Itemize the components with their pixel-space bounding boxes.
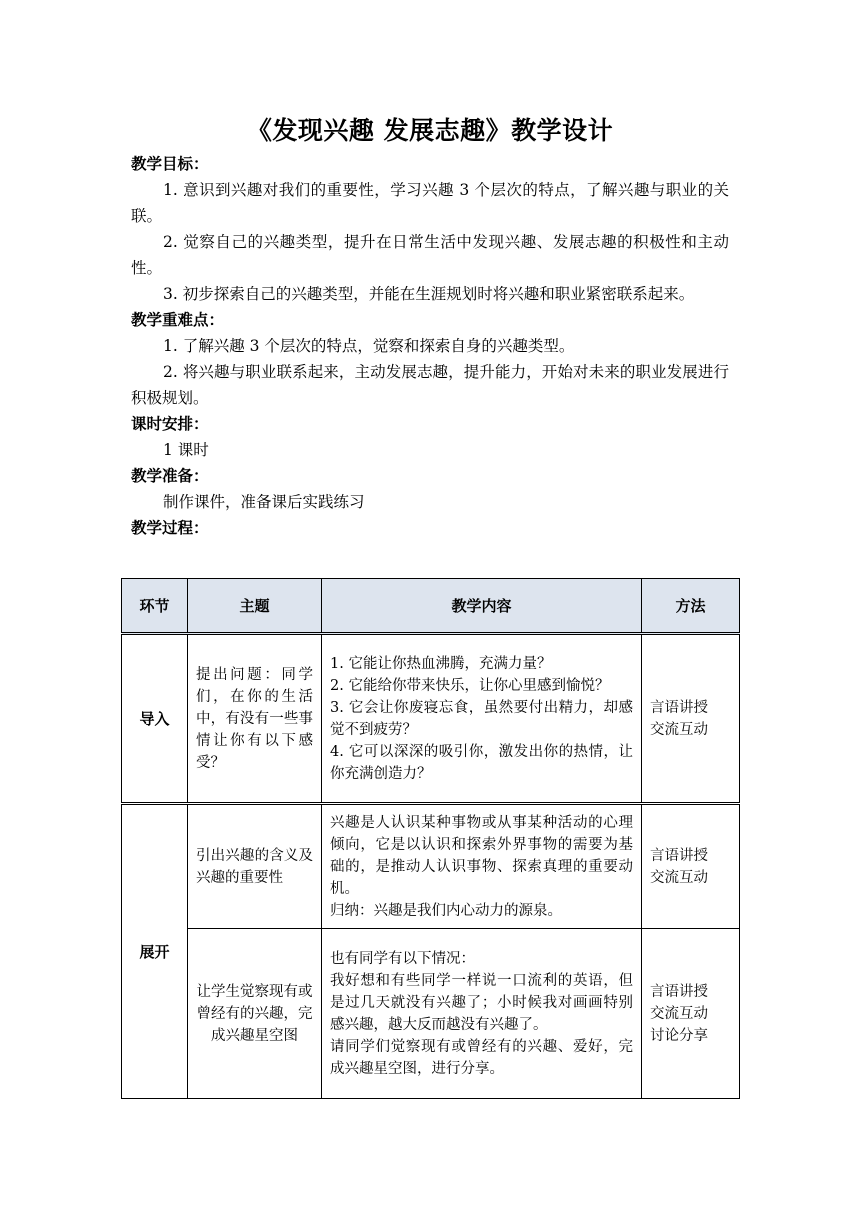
topic-cell: 引出兴趣的含义及兴趣的重要性 [188,804,322,929]
schedule-text: 1 课时 [163,441,209,459]
table-header-row [122,579,740,634]
stage-cell: 展开 [122,804,188,1099]
key-point-item: 1. 了解兴趣 3 个层次的特点，觉察和探索自身的兴趣类型。 [163,337,575,355]
content-line: 兴趣是人认识某种事物或从事某种活动的心理倾向，它是以认识和探索外界事物的需要为基础的，是推动人认识事物、探索真理的重要动机。 [330,814,633,897]
content-cell [322,929,642,1099]
content-line: 归纳：兴趣是我们内心动力的源泉。 [330,902,562,919]
table-row [122,634,740,804]
method-line: 交流互动 [650,1005,708,1022]
topic-cell: 提出问题：同学们，在你的生活中，有没有一些事情让你有以下感受？ [188,634,322,804]
content-cell [322,804,642,929]
header-topic: 主题 [188,579,322,634]
content-line: 也有同学有以下情况： [330,950,475,967]
objective-item: 2. 觉察自己的兴趣类型，提升在日常生活中发现兴趣、发展志趣的积极性和主动性。 [131,233,729,277]
document-title: 《发现兴趣 发展志趣》教学设计 [246,116,614,145]
objectives-heading: 教学目标： [131,155,209,173]
document-body [131,151,729,541]
header-stage: 环节 [122,579,188,634]
content-line: 1. 它能让你热血沸腾，充满力量？ [330,655,552,672]
method-line: 交流互动 [650,721,708,738]
objective-item: 3. 初步探索自己的兴趣类型，并能在生涯规划时将兴趣和职业紧密联系起来。 [163,285,695,303]
header-content: 教学内容 [322,579,642,634]
method-line: 交流互动 [650,869,708,886]
preparation-heading: 教学准备： [131,467,209,485]
header-method: 方法 [642,579,740,634]
method-line: 言语讲授 [650,699,708,716]
content-line: 3. 它会让你废寝忘食，虽然要付出精力，却感觉不到疲劳？ [330,699,633,738]
key-point-item: 2. 将兴趣与职业联系起来，主动发展志趣，提升能力，开始对未来的职业发展进行积极规划。 [131,363,729,407]
table-row [122,804,740,929]
table-row [122,929,740,1099]
method-cell [642,634,740,804]
method-line: 言语讲授 [650,983,708,1000]
method-cell [642,804,740,929]
content-line: 2. 它能给你带来快乐，让你心里感到愉悦？ [330,677,610,694]
content-line: 4. 它可以深深的吸引你，激发出你的热情，让你充满创造力？ [330,743,633,782]
key-points-heading: 教学重难点： [131,311,225,329]
preparation-text: 制作课件，准备课后实践练习 [163,493,365,511]
teaching-process-table [121,578,740,1099]
content-cell [322,634,642,804]
method-line: 言语讲授 [650,847,708,864]
stage-cell: 导入 [122,634,188,804]
method-line: 讨论分享 [650,1027,708,1044]
process-heading: 教学过程： [131,519,209,537]
content-line: 请同学们觉察现有或曾经有的兴趣、爱好，完成兴趣星空图，进行分享。 [330,1038,633,1077]
schedule-heading: 课时安排： [131,415,209,433]
topic-cell: 让学生觉察现有或曾经有的兴趣，完成兴趣星空图 [188,929,322,1099]
objective-item: 1. 意识到兴趣对我们的重要性，学习兴趣 3 个层次的特点，了解兴趣与职业的关联。 [131,181,729,225]
method-cell [642,929,740,1099]
content-line: 我好想和有些同学一样说一口流利的英语，但是过几天就没有兴趣了；小时候我对画画特别感兴趣，越大反而越没有兴趣了。 [330,972,633,1033]
